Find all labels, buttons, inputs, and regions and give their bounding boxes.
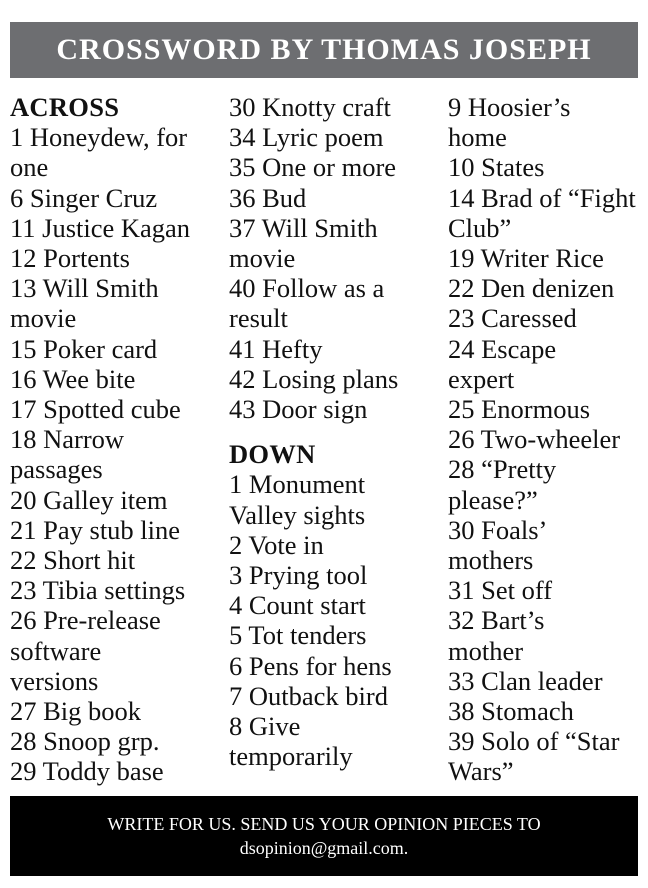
clue-text-line: Club” [448, 212, 512, 243]
clue-column-2 [229, 92, 441, 771]
down-clue [229, 469, 441, 529]
down-clue [448, 454, 644, 514]
clue-text-line: 24 Escape [448, 333, 557, 364]
down-clue [448, 696, 644, 726]
across-clue [229, 213, 441, 273]
down-clue [448, 424, 644, 454]
clue-text-line: 6 Singer Cruz [10, 182, 158, 213]
across-clues-list-continued [229, 92, 441, 424]
clue-text-line: please?” [448, 484, 538, 515]
footer-line-1: WRITE FOR US. SEND US YOUR OPINION PIECES TO [107, 814, 541, 834]
across-clue [10, 424, 222, 484]
clue-text-line: 26 Pre-release [10, 605, 161, 636]
clue-text-line: Valley sights [229, 499, 366, 530]
clue-text-line: 23 Tibia settings [10, 575, 186, 606]
clue-text-line: 3 Prying tool [229, 560, 368, 591]
down-clue [448, 152, 644, 182]
across-clue [10, 243, 222, 273]
clue-text-line: 30 Foals’ [448, 514, 548, 545]
footer-email[interactable]: dsopinion@gmail.com. [239, 838, 409, 858]
across-clue [10, 605, 222, 696]
clue-text-line: movie [229, 243, 296, 274]
across-clue [10, 183, 222, 213]
clue-text-line: 17 Spotted cube [10, 394, 181, 425]
down-clue [448, 575, 644, 605]
across-clue [10, 394, 222, 424]
across-clue [229, 334, 441, 364]
clue-text-line: 28 Snoop grp. [10, 726, 160, 757]
clue-text-line: 9 Hoosier’s [448, 92, 571, 122]
clue-text-line: 34 Lyric poem [229, 122, 384, 153]
down-clues-list-continued [448, 92, 644, 787]
down-clue [229, 681, 441, 711]
across-clue [10, 122, 222, 182]
clue-text-line: 10 States [448, 152, 545, 183]
clue-text-line: 8 Give [229, 711, 301, 742]
down-clue [448, 394, 644, 424]
clue-text-line: 28 “Pretty [448, 454, 557, 485]
clue-text-line: 42 Losing plans [229, 363, 399, 394]
across-clues-list [10, 122, 222, 786]
clue-text-line: 37 Will Smith [229, 212, 378, 243]
down-clue [229, 530, 441, 560]
clue-text-line: 12 Portents [10, 243, 130, 274]
clue-text-line: 1 Monument [229, 469, 366, 500]
down-clue [448, 92, 644, 152]
clue-column-1 [10, 92, 222, 787]
clue-text-line: 30 Knotty craft [229, 92, 391, 122]
clue-text-line: 39 Solo of “Star [448, 726, 620, 757]
down-clue [448, 303, 644, 333]
across-clue [229, 394, 441, 424]
clue-text-line: 38 Stomach [448, 696, 574, 727]
clue-text-line: software [10, 635, 102, 666]
across-clue [10, 515, 222, 545]
clue-text-line: 33 Clan leader [448, 665, 603, 696]
across-clue [10, 575, 222, 605]
across-heading: ACROSS [10, 92, 120, 122]
down-clue [229, 590, 441, 620]
across-clue [229, 183, 441, 213]
across-clue [10, 273, 222, 333]
clue-text-line: 21 Pay stub line [10, 514, 181, 545]
across-clue [10, 485, 222, 515]
clue-text-line: 22 Den denizen [448, 273, 615, 304]
across-clue [10, 364, 222, 394]
clue-text-line: 35 One or more [229, 152, 397, 183]
down-clue [448, 273, 644, 303]
across-clue [229, 152, 441, 182]
clue-text-line: 1 Honeydew, for [10, 122, 188, 153]
clue-text-line: 31 Set off [448, 575, 553, 606]
clue-text-line: one [10, 152, 49, 183]
down-clue [448, 334, 644, 394]
crossword-title: CROSSWORD BY THOMAS JOSEPH [56, 33, 592, 66]
clue-text-line: passages [10, 454, 103, 485]
down-clue [229, 620, 441, 650]
across-clue [10, 545, 222, 575]
clue-text-line: result [229, 303, 288, 334]
clue-text-line: 41 Hefty [229, 333, 323, 364]
across-clue [10, 696, 222, 726]
down-clue [448, 605, 644, 665]
clue-text-line: 43 Door sign [229, 394, 368, 425]
clue-text-line: 14 Brad of “Fight [448, 182, 636, 213]
clue-text-line: 23 Caressed [448, 303, 577, 334]
clue-text-line: Wars” [448, 756, 514, 787]
across-clue [229, 364, 441, 394]
clue-text-line: 40 Follow as a [229, 273, 385, 304]
clue-text-line: versions [10, 665, 99, 696]
clue-text-line: mothers [448, 545, 534, 576]
clue-text-line: mother [448, 635, 524, 666]
clue-text-line: expert [448, 363, 515, 394]
across-clue [10, 334, 222, 364]
clue-text-line: 20 Galley item [10, 484, 168, 515]
clue-text-line: 6 Pens for hens [229, 650, 392, 681]
across-clue [10, 726, 222, 756]
down-clue [448, 243, 644, 273]
across-clue [10, 756, 222, 786]
down-heading: DOWN [229, 439, 316, 470]
clue-text-line: 5 Tot tenders [229, 620, 367, 651]
across-clue [10, 213, 222, 243]
clue-text-line: 4 Count start [229, 590, 366, 621]
clue-text-line: 27 Big book [10, 696, 142, 727]
crossword-header-bar [10, 22, 638, 78]
clue-text-line: 2 Vote in [229, 529, 324, 560]
clue-text-line: 36 Bud [229, 182, 307, 213]
across-clue [229, 122, 441, 152]
clue-text-line: 26 Two-wheeler [448, 424, 621, 455]
across-clue [229, 273, 441, 333]
clue-text-line: 25 Enormous [448, 394, 591, 425]
clue-text-line: 22 Short hit [10, 545, 136, 576]
clue-text-line: 19 Writer Rice [448, 243, 604, 274]
clue-text-line: 18 Narrow [10, 424, 125, 455]
down-clue [229, 651, 441, 681]
down-clue [448, 666, 644, 696]
down-clues-list [229, 469, 441, 771]
clue-text-line: temporarily [229, 741, 353, 772]
clue-text-line: movie [10, 303, 77, 334]
opinion-footer-banner [10, 796, 638, 876]
down-clue [448, 726, 644, 786]
clue-text-line: 7 Outback bird [229, 680, 388, 711]
clue-text-line: 15 Poker card [10, 333, 158, 364]
clue-text-line: home [448, 122, 507, 153]
clue-text-line: 16 Wee bite [10, 363, 136, 394]
clue-text-line: 13 Will Smith [10, 273, 159, 304]
down-clue [229, 711, 441, 771]
down-clue [229, 560, 441, 590]
clue-text-line: 29 Toddy base [10, 756, 164, 787]
down-clue [448, 515, 644, 575]
clue-column-3 [448, 92, 644, 787]
clue-text-line: 11 Justice Kagan [10, 212, 191, 243]
across-clue [229, 92, 441, 122]
down-clue [448, 183, 644, 243]
clue-text-line: 32 Bart’s [448, 605, 545, 636]
